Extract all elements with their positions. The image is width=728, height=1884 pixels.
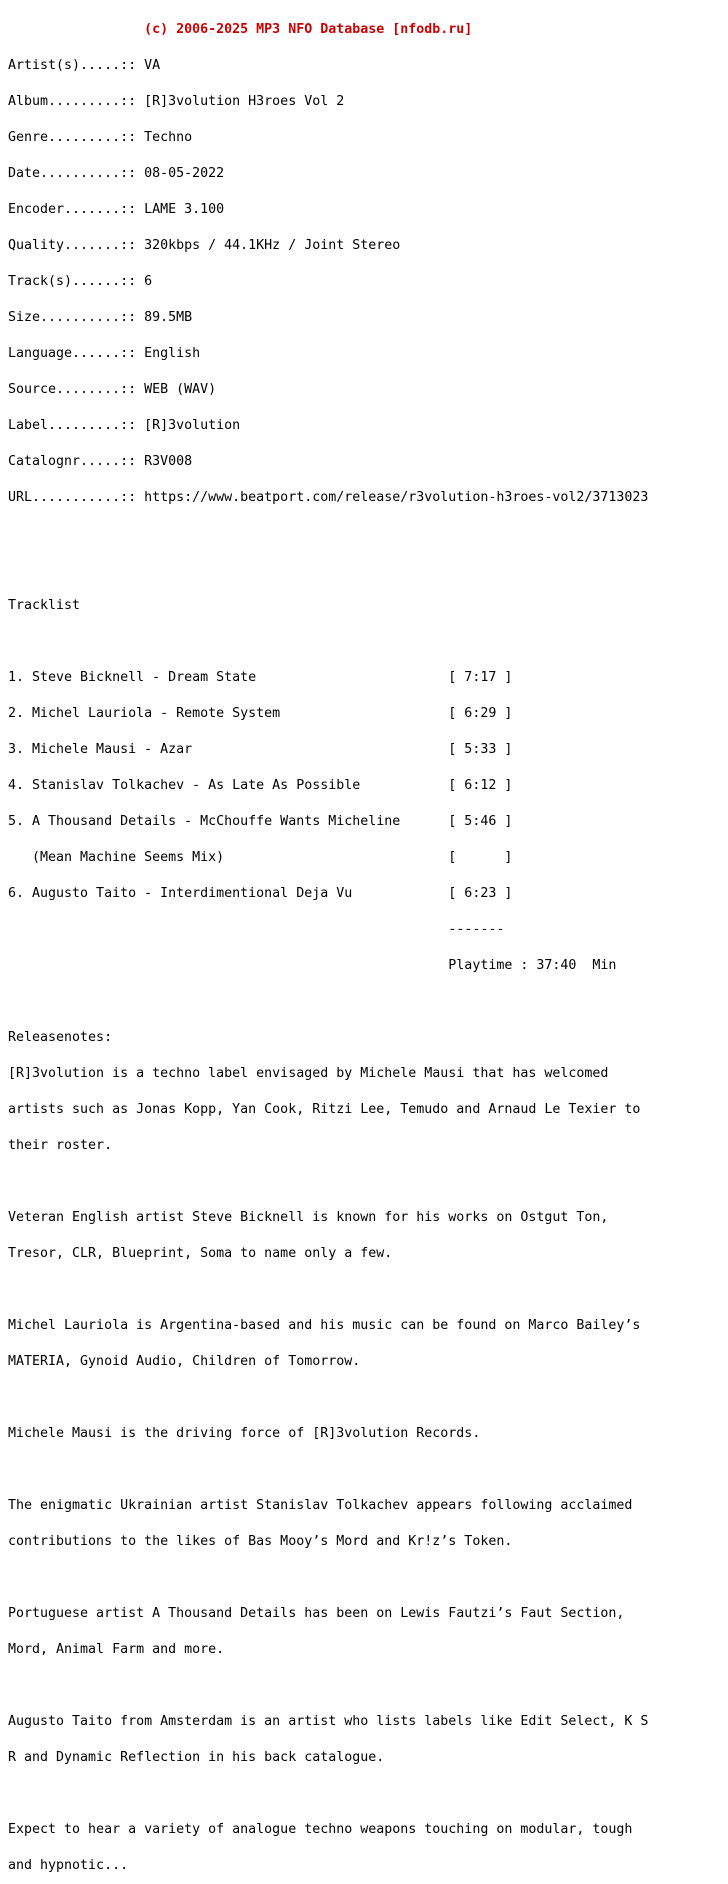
release-notes-line: artists such as Jonas Kopp, Yan Cook, Ritzi Lee, Temudo and Arnaud Le Texier to <box>8 1102 641 1117</box>
info-tracks: Track(s)......:: 6 <box>8 274 153 289</box>
blank-line <box>8 1176 648 1188</box>
release-notes-line: Veteran English artist Steve Bicknell is known for his works on Ostgut Ton, <box>8 1210 609 1225</box>
release-notes-line: Augusto Taito from Amsterdam is an artist who lists labels like Edit Select, K S <box>8 1714 649 1729</box>
release-notes-line: The enigmatic Ukrainian artist Stanislav Tolkachev appears following acclaimed <box>8 1498 633 1513</box>
info-language: Language......:: English <box>8 346 201 361</box>
track-row: 3. Michele Mausi - Azar [ 5:33 ] <box>8 742 513 757</box>
blank-line <box>8 636 648 648</box>
track-row: 4. Stanislav Tolkachev - As Late As Possible [ 6:12 ] <box>8 778 513 793</box>
release-notes-line: Michele Mausi is the driving force of [R]3volution Records. <box>8 1426 481 1441</box>
track-row: 5. A Thousand Details - McChouffe Wants Micheline [ 5:46 ] <box>8 814 513 829</box>
release-notes-line: their roster. <box>8 1138 113 1153</box>
blank-line <box>8 1284 648 1296</box>
playtime-total: Playtime : 37:40 Min <box>8 958 617 973</box>
blank-line <box>8 1788 648 1800</box>
release-notes-line: [R]3volution is a techno label envisaged by Michele Mausi that has welcomed <box>8 1066 609 1081</box>
info-label: Label.........:: [R]3volution <box>8 418 241 433</box>
blank-line <box>8 528 648 540</box>
nfo-document <box>8 0 648 1884</box>
info-size: Size..........:: 89.5MB <box>8 310 193 325</box>
track-row: 1. Steve Bicknell - Dream State [ 7:17 ] <box>8 670 513 685</box>
info-artist: Artist(s).....:: VA <box>8 58 161 73</box>
release-notes-line: Tresor, CLR, Blueprint, Soma to name only a few. <box>8 1246 393 1261</box>
info-genre: Genre.........:: Techno <box>8 130 193 145</box>
copyright-header: (c) 2006-2025 MP3 NFO Database [nfodb.ru] <box>8 22 473 37</box>
release-notes-title: Releasenotes: <box>8 1030 113 1045</box>
blank-line <box>8 1572 648 1584</box>
release-notes-line: Michel Lauriola is Argentina-based and his music can be found on Marco Bailey’s <box>8 1318 641 1333</box>
release-notes-line: Portuguese artist A Thousand Details has been on Lewis Fautzi’s Faut Section, <box>8 1606 625 1621</box>
track-row-continuation: (Mean Machine Seems Mix) [ ] <box>8 850 513 865</box>
blank-line <box>8 564 648 576</box>
release-notes-line: Expect to hear a variety of analogue techno weapons touching on modular, tough <box>8 1822 633 1837</box>
blank-line <box>8 996 648 1008</box>
release-notes-line: and hypnotic... <box>8 1858 129 1873</box>
info-date: Date..........:: 08-05-2022 <box>8 166 225 181</box>
info-source: Source........:: WEB (WAV) <box>8 382 217 397</box>
release-notes-line: MATERIA, Gynoid Audio, Children of Tomorrow. <box>8 1354 361 1369</box>
info-catalognr: Catalognr.....:: R3V008 <box>8 454 193 469</box>
release-notes-line: R and Dynamic Reflection in his back catalogue. <box>8 1750 385 1765</box>
info-url: URL...........:: https://www.beatport.com/release/r3volution-h3roes-vol2/3713023 <box>8 490 649 505</box>
info-album: Album.........:: [R]3volution H3roes Vol 2 <box>8 94 345 109</box>
playtime-separator: ------- <box>8 922 505 937</box>
info-encoder: Encoder.......:: LAME 3.100 <box>8 202 225 217</box>
track-row: 6. Augusto Taito - Interdimentional Deja Vu [ 6:23 ] <box>8 886 513 901</box>
release-notes-line: Mord, Animal Farm and more. <box>8 1642 225 1657</box>
info-quality: Quality.......:: 320kbps / 44.1KHz / Joint Stereo <box>8 238 401 253</box>
blank-line <box>8 1680 648 1692</box>
track-row: 2. Michel Lauriola - Remote System [ 6:29 ] <box>8 706 513 721</box>
blank-line <box>8 1464 648 1476</box>
tracklist-title: Tracklist <box>8 598 81 613</box>
blank-line <box>8 1392 648 1404</box>
release-notes-line: contributions to the likes of Bas Mooy’s Mord and Kr!z’s Token. <box>8 1534 513 1549</box>
